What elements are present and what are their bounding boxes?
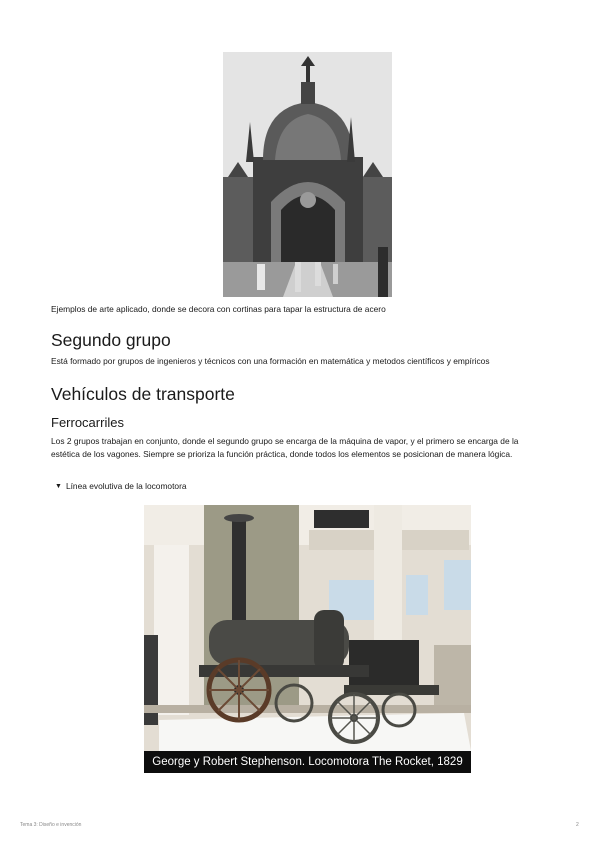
figure-caption: Ejemplos de arte aplicado, donde se decora con cortinas para tapar la estructura de acero bbox=[51, 304, 386, 314]
toggle-locomotora[interactable] bbox=[55, 481, 187, 491]
pavilion-photo bbox=[223, 52, 392, 297]
footer-title: Tema 3: Diseño e invención bbox=[20, 822, 82, 828]
page-number: 2 bbox=[576, 822, 579, 828]
heading-segundo-grupo: Segundo grupo bbox=[51, 330, 171, 350]
paragraph-segundo-grupo: Está formado por grupos de ingenieros y técnicos con una formación en matemática y metodos científicos y empíricos bbox=[51, 356, 490, 366]
heading-ferrocarriles: Ferrocarriles bbox=[51, 415, 124, 430]
locomotive-caption: George y Robert Stephenson. Locomotora The Rocket, 1829 bbox=[144, 751, 471, 773]
heading-vehiculos: Vehículos de transporte bbox=[51, 384, 235, 404]
locomotive-photo bbox=[144, 505, 471, 773]
triangle-down-icon: ▼ bbox=[55, 482, 62, 490]
toggle-label: Línea evolutiva de la locomotora bbox=[65, 481, 187, 491]
paragraph-ferrocarriles: Los 2 grupos trabajan en conjunto, donde el segundo grupo se encarga de la máquina de vapor, y el primero se encarga de la estética de los vagones. Siempre se prioriza la función práctica, donde todos los elementos se posicionan de manera lógica. bbox=[51, 436, 519, 459]
